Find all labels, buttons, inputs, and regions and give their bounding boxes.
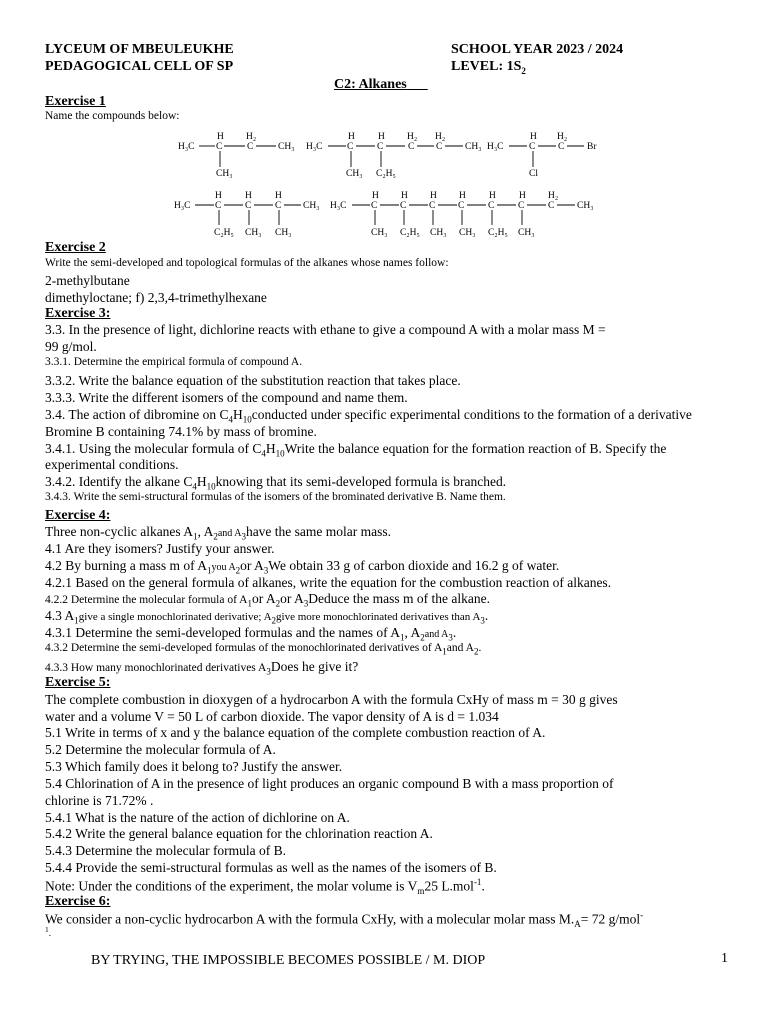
svg-text:C: C [408,142,415,152]
exercise-2-item: dimethyloctane; f) 2,3,4-trimethylhexane [45,290,267,305]
compound-4 [174,191,320,238]
svg-text:CH₃: CH₃ [245,228,262,238]
svg-text:CH₃: CH₃ [275,228,292,238]
svg-text:H: H [519,191,526,201]
ex5-line: 5.4.2 Write the general balance equation for the chlorination reaction A. [45,826,433,841]
svg-text:H: H [275,191,282,201]
ex3-line: 3.4.2. Identify the alkane $C_4H_{10}knowing$ that its semi-developed formula is branched. [45,474,507,492]
svg-text:C: C [377,142,384,152]
svg-text:Br: Br [587,142,597,152]
ex3-line: 3.3.1. Determine the empirical formula of compound A. [45,356,303,368]
svg-text:CH₃: CH₃ [465,142,482,152]
svg-text:H₃C: H₃C [487,142,504,152]
svg-text:C: C [429,201,436,211]
svg-text:C: C [371,201,378,211]
svg-text:H: H [217,132,224,142]
chapter-title: C2: Alkanes [334,77,407,92]
svg-text:CH₃: CH₃ [303,201,320,211]
svg-text:H: H [348,132,355,142]
ex3-line: 99 g/mol. [45,339,97,354]
svg-text:H₃C: H₃C [174,201,191,211]
ex5-line: 5.2 Determine the molecular formula of A. [45,742,276,757]
ex5-line: water and a volume V = 50 L of carbon dioxide. The vapor density of A is d = 1.034 [45,709,499,724]
ex5-line: 5.3 Which family does it belong to? Justify the answer. [45,759,343,774]
svg-text:CH₃: CH₃ [278,142,295,152]
svg-text:H₂: H₂ [246,132,257,142]
compound-1 [178,132,295,179]
ex6-line: We consider a non-cyclic hydrocarbon A with the formula CxHy, with a molecular molar mass $M._A= 72$ g/mol- [45,910,644,930]
ex4-line: 4.3 $A_1give$ a single monochlorinated derivative; $A_2give$ more monochlorinated derivatives than $A_3$. [45,608,489,626]
svg-text:H₂: H₂ [407,132,418,142]
svg-text:H₂: H₂ [548,191,559,201]
ex3-line: 3.3. In the presence of light, dichlorine reacts with ethane to give a compound A with a molar mass M = [45,322,606,337]
ex4-line: 4.3.2 Determine the semi-developed formulas of the monochlorinated derivatives of $A_1and$ $A_2$. [45,642,482,657]
exercise-1-instruction: Name the compounds below: [45,110,180,122]
ex4-line: 4.2 By burning a mass m of $A_1you$ $A_2or$ $A_3We$ obtain 33 g of carbon dioxide and 16.2 g of water. [45,558,560,576]
ex5-line: 5.4.4 Provide the semi-structural formulas as well as the names of the isomers of B. [45,860,497,875]
ex4-line: 4.3.3 How many monochlorinated derivatives $A_3Does$ he give it? [45,659,359,677]
exercise-4-title: Exercise 4: [45,508,111,523]
ex5-line: 5.4.1 What is the nature of the action of dichlorine on A. [45,810,350,825]
svg-text:C₂H₅: C₂H₅ [488,228,508,238]
svg-text:C₂H₅: C₂H₅ [400,228,420,238]
page-number: 1 [721,951,728,966]
svg-text:C: C [436,142,443,152]
ex4-line: 4.3.1 Determine the semi-developed formulas and the names of $A_1$, $A_2and$ $A_3$. [45,625,457,643]
svg-text:H: H [489,191,496,201]
ex3-line: 3.4. The action of dibromine on $C_4H_{10}conducted$ under specific experimental conditions to the formation of a derivative [45,407,692,425]
ex5-note: Note: Under the conditions of the experiment, the molar volume is $V_m25$ L.mol$^{-1}$. [45,877,485,897]
svg-text:H: H [215,191,222,201]
ex6-line-cont: $^1$. [45,925,51,938]
exercise-1-title: Exercise 1 [45,94,106,109]
svg-text:H: H [530,132,537,142]
svg-text:H: H [372,191,379,201]
svg-text:H₃C: H₃C [178,142,195,152]
svg-text:CH₃: CH₃ [577,201,594,211]
svg-text:C: C [245,201,252,211]
ex5-line: 5.4 Chlorination of A in the presence of light produces an organic compound B with a mass proportion of [45,776,614,791]
svg-text:C₂H₅: C₂H₅ [376,169,396,179]
svg-text:CH₃: CH₃ [459,228,476,238]
svg-text:CH₃: CH₃ [346,169,363,179]
ex5-line: The complete combustion in dioxygen of a hydrocarbon A with the formula CxHy of mass m = 30 g gives [45,692,618,707]
svg-text:H₂: H₂ [435,132,446,142]
school-name: LYCEUM OF MBEULEUKHE [45,42,234,57]
svg-text:H₃C: H₃C [330,201,347,211]
exercise-2-instruction: Write the semi-developed and topological formulas of the alkanes whose names follow: [45,257,449,269]
ex4-line: 4.2.2 Determine the molecular formula of $A_1or$ $A_2or$ $A_3Deduce$ the mass m of the alkane. [45,591,491,609]
exercise-5-title: Exercise 5: [45,675,111,690]
svg-text:H: H [459,191,466,201]
ex4-line: 4.1 Are they isomers? Justify your answer. [45,541,275,556]
svg-text:H: H [401,191,408,201]
svg-text:C: C [216,142,223,152]
svg-text:CH₃: CH₃ [371,228,388,238]
exercise-2-title: Exercise 2 [45,240,106,255]
pedagogical-cell: PEDAGOGICAL CELL OF SP [45,59,234,74]
compound-2 [306,132,482,179]
svg-text:CH₃: CH₃ [216,169,233,179]
svg-text:C: C [558,142,565,152]
ex5-line: chlorine is 71.72% . [45,793,154,808]
svg-text:C: C [347,142,354,152]
svg-text:C: C [548,201,555,211]
svg-text:C: C [275,201,282,211]
svg-text:CH₃: CH₃ [430,228,447,238]
ex3-line: 3.4.3. Write the semi-structural formulas of the isomers of the brominated derivative B. Name them. [45,491,506,503]
exercise-6-title: Exercise 6: [45,894,111,909]
ex3-line: 3.3.3. Write the different isomers of the compound and name them. [45,390,408,405]
svg-text:C: C [529,142,536,152]
svg-text:H: H [430,191,437,201]
compound-3 [487,132,597,179]
exercise-3-title: Exercise 3: [45,306,111,321]
compound-5 [330,191,594,238]
svg-text:CH₃: CH₃ [518,228,535,238]
svg-text:H: H [378,132,385,142]
ex3-line: 3.4.1. Using the molecular formula of $C_4H_{10}Write$ the balance equation for the formation reaction of B. Specify the [45,441,667,459]
school-year: SCHOOL YEAR 2023 / 2024 [451,42,624,57]
ex4-line: 4.2.1 Based on the general formula of alkanes, write the equation for the combustion reaction of alkanes. [45,575,612,590]
svg-text:Cl: Cl [529,169,538,179]
svg-text:C: C [215,201,222,211]
svg-text:C: C [458,201,465,211]
svg-text:C₂H₅: C₂H₅ [214,228,234,238]
ex5-line: 5.4.3 Determine the molecular formula of B. [45,843,287,858]
exercise-2-item: 2-methylbutane [45,273,130,288]
svg-text:C: C [488,201,495,211]
footer-motto: BY TRYING, THE IMPOSSIBLE BECOMES POSSIBLE / M. DIOP [91,953,486,968]
svg-text:H₂: H₂ [557,132,568,142]
ex3-line: experimental conditions. [45,457,179,472]
svg-text:C: C [247,142,254,152]
svg-text:C: C [400,201,407,211]
ex4-line: Three non-cyclic alkanes $A_1$, $A_2and$ $A_3have$ the same molar mass. [45,524,392,542]
ex5-line: 5.1 Write in terms of x and y the balance equation of the complete combustion reaction of A. [45,725,546,740]
ex3-line: 3.3.2. Write the balance equation of the substitution reaction that takes place. [45,373,461,388]
svg-text:C: C [518,201,525,211]
svg-text:H₃C: H₃C [306,142,323,152]
svg-text:H: H [245,191,252,201]
level: LEVEL: $1S_2$ [451,59,526,76]
ex3-line: Bromine B containing 74.1% by mass of bromine. [45,424,317,439]
